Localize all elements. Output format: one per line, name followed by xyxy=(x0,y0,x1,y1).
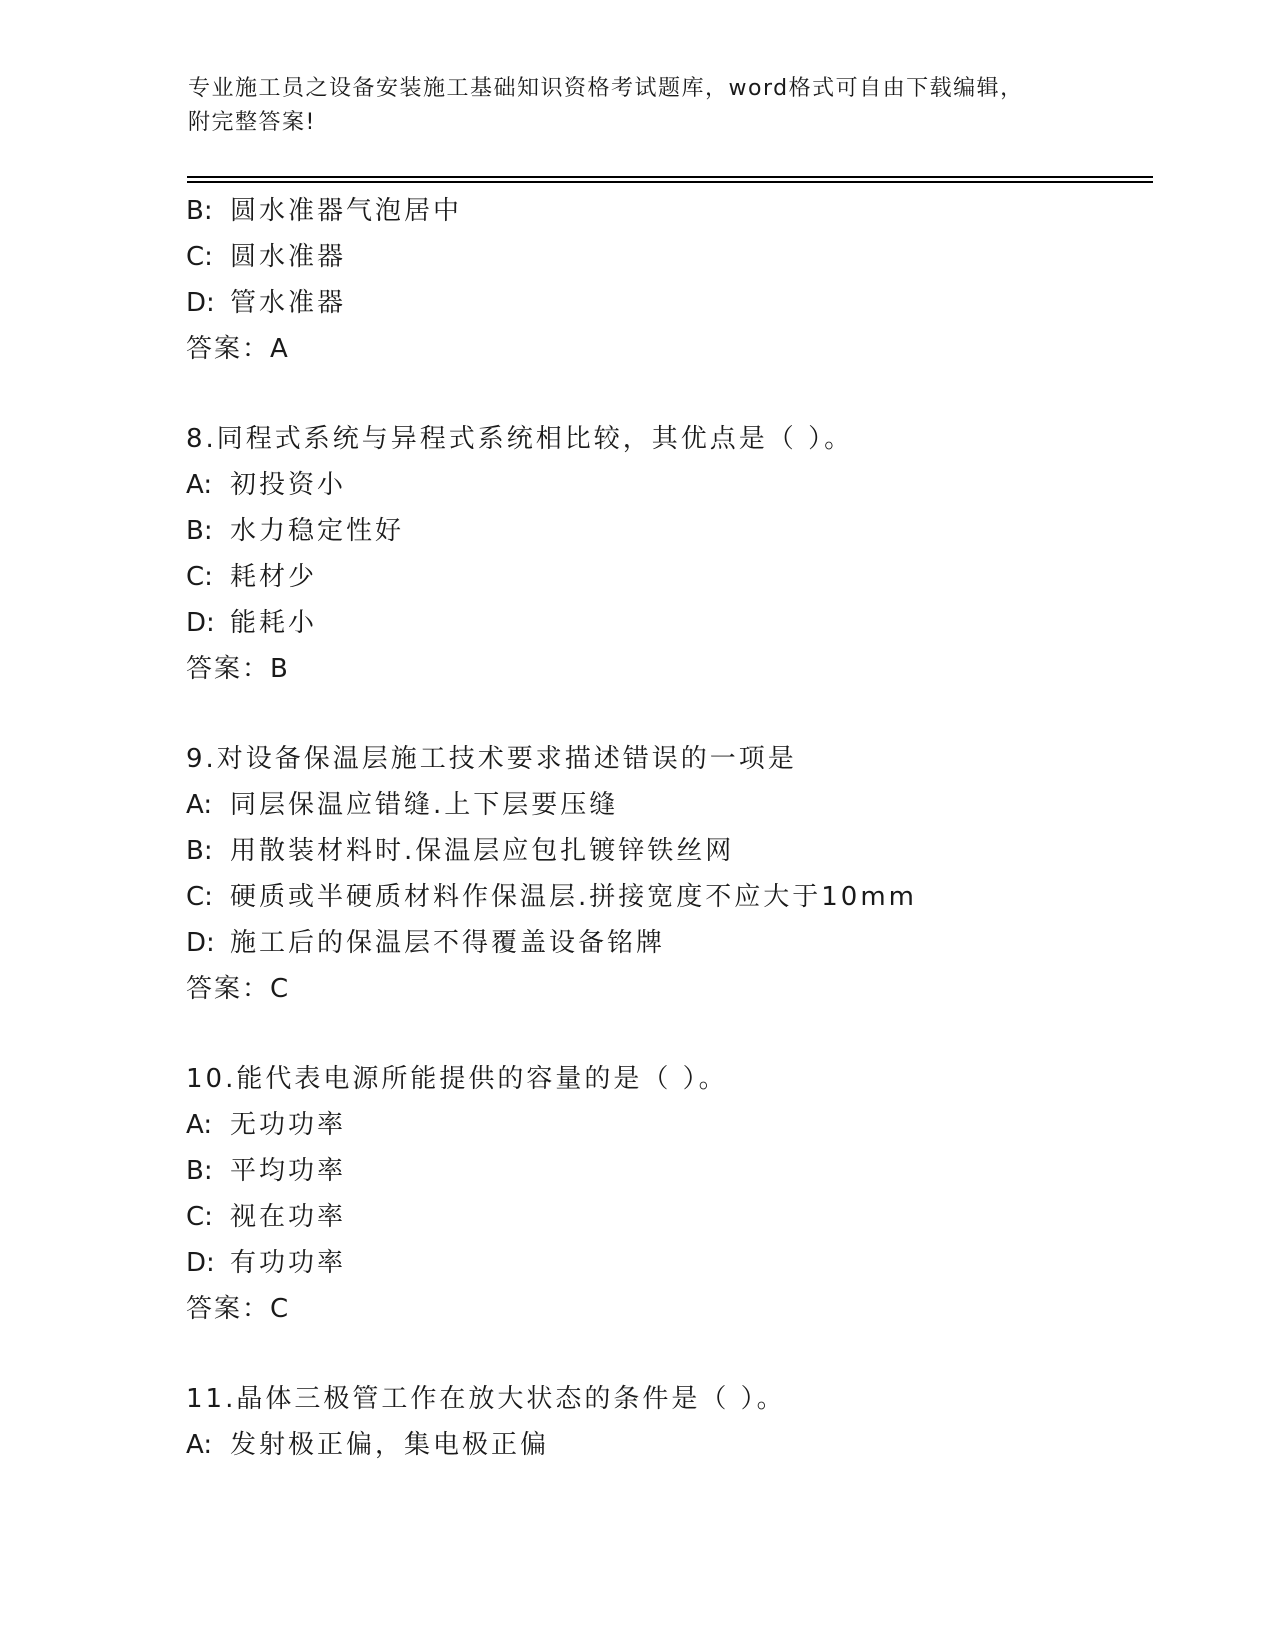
option-letter: C: xyxy=(186,242,213,272)
option-text: 圆水准器气泡居中 xyxy=(230,196,463,226)
option-a xyxy=(186,782,1146,828)
option-c xyxy=(186,1194,1146,1240)
answer-line: 答案：B xyxy=(186,654,290,684)
option-text: 发射极正偏，集电极正偏 xyxy=(230,1430,550,1460)
option-b xyxy=(186,828,1146,874)
option-letter: A: xyxy=(186,470,213,500)
option-letter: D: xyxy=(186,288,215,318)
option-letter: C: xyxy=(186,1202,213,1232)
question-block-9 xyxy=(186,736,1146,1012)
option-letter: B: xyxy=(186,196,213,226)
option-letter: D: xyxy=(186,1248,215,1278)
option-letter: D: xyxy=(186,928,215,958)
question-block-8 xyxy=(186,416,1146,692)
option-text: 视在功率 xyxy=(230,1202,347,1232)
option-text: 圆水准器 xyxy=(230,242,347,272)
answer-line: 答案：A xyxy=(186,334,290,364)
option-c xyxy=(186,234,1146,280)
header-divider-top xyxy=(187,176,1153,178)
question-block-11 xyxy=(186,1376,1146,1468)
header-line-2: 附完整答案! xyxy=(188,110,316,135)
option-letter: C: xyxy=(186,562,213,592)
option-a xyxy=(186,462,1146,508)
option-text: 同层保温应错缝.上下层要压缝 xyxy=(230,790,619,820)
question-block-10 xyxy=(186,1056,1146,1332)
question-text: 11.晶体三极管工作在放大状态的条件是（ ）。 xyxy=(186,1384,786,1414)
header-divider-bottom xyxy=(187,181,1153,183)
option-text: 耗材少 xyxy=(230,562,318,592)
option-d xyxy=(186,920,1146,966)
option-text: 施工后的保温层不得覆盖设备铭牌 xyxy=(230,928,666,958)
option-a xyxy=(186,1102,1146,1148)
option-letter: B: xyxy=(186,516,213,546)
option-d xyxy=(186,600,1146,646)
option-text: 管水准器 xyxy=(230,288,347,318)
option-text: 平均功率 xyxy=(230,1156,347,1186)
header-line-1: 专业施工员之设备安装施工基础知识资格考试题库，word格式可自由下载编辑， xyxy=(188,76,1024,101)
option-c xyxy=(186,874,1146,920)
option-letter: A: xyxy=(186,1430,213,1460)
option-letter: D: xyxy=(186,608,215,638)
option-a xyxy=(186,1422,1146,1468)
answer-line: 答案：C xyxy=(186,974,291,1004)
option-b xyxy=(186,1148,1146,1194)
option-letter: B: xyxy=(186,1156,213,1186)
question-text: 8.同程式系统与异程式系统相比较，其优点是（ ）。 xyxy=(186,424,854,454)
option-text: 能耗小 xyxy=(230,608,318,638)
answer-line: 答案：C xyxy=(186,1294,291,1324)
question-block-7 xyxy=(186,188,1146,372)
option-b xyxy=(186,188,1146,234)
option-text: 无功功率 xyxy=(230,1110,347,1140)
page-header xyxy=(188,72,1088,140)
option-c xyxy=(186,554,1146,600)
option-text: 有功功率 xyxy=(230,1248,347,1278)
option-text: 水力稳定性好 xyxy=(230,516,405,546)
option-b xyxy=(186,508,1146,554)
option-letter: C: xyxy=(186,882,213,912)
question-text: 10.能代表电源所能提供的容量的是（ ）。 xyxy=(186,1064,728,1094)
option-letter: A: xyxy=(186,790,213,820)
option-text: 用散装材料时.保温层应包扎镀锌铁丝网 xyxy=(230,836,735,866)
question-list xyxy=(186,188,1146,1468)
option-d xyxy=(186,280,1146,326)
option-letter: B: xyxy=(186,836,213,866)
question-text: 9.对设备保温层施工技术要求描述错误的一项是 xyxy=(186,744,797,774)
option-text: 硬质或半硬质材料作保温层.拼接宽度不应大于10mm xyxy=(230,882,918,912)
option-d xyxy=(186,1240,1146,1286)
option-letter: A: xyxy=(186,1110,213,1140)
option-text: 初投资小 xyxy=(230,470,347,500)
